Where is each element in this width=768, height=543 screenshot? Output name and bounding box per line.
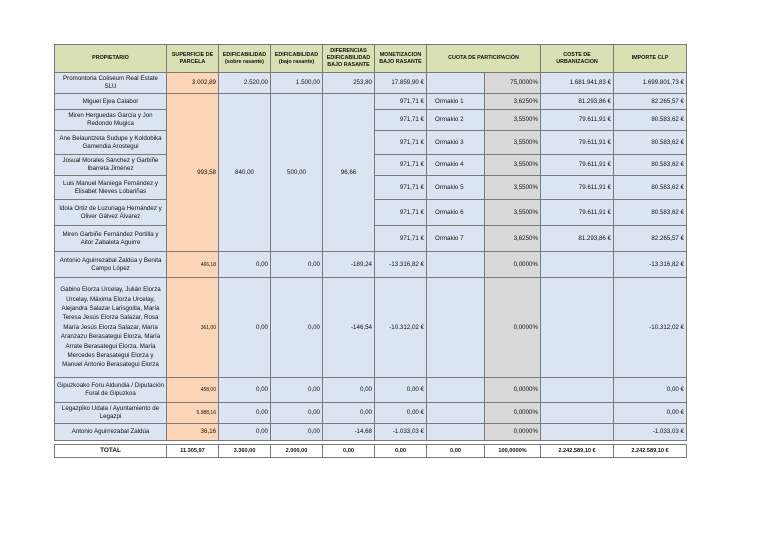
cell-edif-sobre: 0,00	[219, 424, 271, 441]
header-importe: IMPORTE CLP	[614, 45, 687, 73]
cell-cuota: 3,5500%	[485, 200, 541, 226]
cell-cuota: 0,0000%	[485, 252, 541, 278]
cell-ormakio: Ormakio 6	[427, 200, 485, 226]
cell-propietario: Idoia Ortiz de Luzuriaga Hernández y Oliver Gálvez Álvarez	[55, 200, 167, 226]
cell-ormakio	[427, 424, 485, 441]
cell-importe: 80.583,62 €	[614, 200, 687, 226]
cell-diferencias: -189,24	[323, 252, 375, 278]
header-diferencias: DIFERENCIAS EDIFICABILIDAD BAJO RASANTE	[323, 45, 375, 73]
cell-propietario: Antonio Aguirrezabal Zaldúa y Benita Campo López	[55, 252, 167, 278]
cell-propietario: Antonio Aguirrezabal Zaldúa	[55, 424, 167, 441]
total-coste: 2.242.589,10 €	[541, 445, 614, 458]
cell-edif-sobre: 0,00	[219, 378, 271, 403]
total-diferencias: 0,00	[323, 445, 375, 458]
cell-coste: 1.681.941,83 €	[541, 73, 614, 94]
header-monetizacion: MONETIZACION BAJO RASANTE	[375, 45, 427, 73]
cell-coste: 81.293,86 €	[541, 94, 614, 110]
cell-importe: 0,00 €	[614, 403, 687, 424]
cell-edif-sobre: 0,00	[219, 252, 271, 278]
cell-propietario: Promontoria Coliseum Real Estate SLU	[55, 73, 167, 94]
cell-importe: -1.033,03 €	[614, 424, 687, 441]
cell-coste	[541, 378, 614, 403]
cell-propietario: Miren Herguedas García y Jon Redondo Mugica	[55, 110, 167, 131]
cell-coste	[541, 424, 614, 441]
cell-monetizacion: 0,00 €	[375, 378, 427, 403]
header-row	[55, 45, 687, 73]
cell-ormakio: Ormakio 2	[427, 110, 485, 131]
cell-coste	[541, 403, 614, 424]
cell-importe: -13.316,82 €	[614, 252, 687, 278]
cell-ormakio: Ormakio 1	[427, 94, 485, 110]
cell-monetizacion: 971,71 €	[375, 155, 427, 176]
cell-diferencias: 0,00	[323, 378, 375, 403]
header-superficie: SUPERFICIE DE PARCELA	[167, 45, 219, 73]
cell-edif-sobre: 2.520,00	[219, 73, 271, 94]
cell-coste	[541, 252, 614, 278]
cell-diferencias: 96,66	[323, 94, 375, 252]
cell-coste: 79.611,91 €	[541, 155, 614, 176]
cell-superficie: 3.002,89	[167, 73, 219, 94]
cell-cuota: 0,0000%	[485, 424, 541, 441]
cell-superficie: 466,18	[167, 252, 219, 278]
cell-monetizacion: 971,71 €	[375, 176, 427, 200]
cell-ormakio	[427, 403, 485, 424]
cell-cuota: 3,6250%	[485, 226, 541, 252]
cell-importe: 80.583,62 €	[614, 131, 687, 155]
cell-cuota: 3,5500%	[485, 110, 541, 131]
cell-coste	[541, 278, 614, 378]
cell-superficie: 5.988,16	[167, 403, 219, 424]
cell-importe: 80.583,62 €	[614, 110, 687, 131]
total-label: TOTAL	[55, 445, 167, 458]
cell-cuota: 0,0000%	[485, 378, 541, 403]
cell-edif-sobre: 0,00	[219, 403, 271, 424]
cell-edif-bajo: 0,00	[271, 278, 323, 378]
cell-propietario: Miguel Ejea Calabor	[55, 94, 167, 110]
cell-superficie: 361,00	[167, 278, 219, 378]
cell-propietario: Legazpiko Udala / Ayuntamiento de Legazpi	[55, 403, 167, 424]
total-cuota: 100,0000%	[485, 445, 541, 458]
header-cuota: CUOTA DE PARTICIPACIÓN	[427, 45, 541, 73]
cell-superficie: 458,00	[167, 378, 219, 403]
cell-edif-bajo: 500,00	[271, 94, 323, 252]
header-edif-sobre: EDIFICABILIDAD (sobre rasante)	[219, 45, 271, 73]
participation-table	[54, 44, 687, 458]
total-importe: 2.242.589,10 €	[614, 445, 687, 458]
table-row	[55, 252, 687, 278]
cell-ormakio	[427, 73, 485, 94]
cell-ormakio: Ormakio 4	[427, 155, 485, 176]
cell-ormakio	[427, 252, 485, 278]
cell-cuota: 3,5500%	[485, 176, 541, 200]
cell-ormakio	[427, 378, 485, 403]
cell-diferencias: 253,80	[323, 73, 375, 94]
cell-propietario: Miren Garbiñe Fernández Portilla y Aitor Zabaleta Aguirre	[55, 226, 167, 252]
cell-diferencias: -146,54	[323, 278, 375, 378]
cell-monetizacion: 971,71 €	[375, 226, 427, 252]
cell-superficie: 36,16	[167, 424, 219, 441]
cell-edif-sobre: 840,00	[219, 94, 271, 252]
cell-importe: 82.265,57 €	[614, 226, 687, 252]
cell-monetizacion: -1.033,03 €	[375, 424, 427, 441]
cell-edif-bajo: 0,00	[271, 378, 323, 403]
header-coste: COSTE DE URBANIZACION	[541, 45, 614, 73]
cell-monetizacion: 971,71 €	[375, 131, 427, 155]
table-row	[55, 424, 687, 441]
cell-monetizacion: 971,71 €	[375, 110, 427, 131]
cell-importe: 82.265,57 €	[614, 94, 687, 110]
cell-edif-bajo: 1.500,00	[271, 73, 323, 94]
cell-monetizacion: -13.316,82 €	[375, 252, 427, 278]
cell-monetizacion: 0,00 €	[375, 403, 427, 424]
cell-propietario: Luis Manuel Maniega Fernández y Elisabet Nieves Lobariñas	[55, 176, 167, 200]
total-monetizacion: 0,00	[375, 445, 427, 458]
cell-propietario: Josual Morales Sánchez y Garbiñe Ibarreta Jiménez	[55, 155, 167, 176]
cell-superficie: 993,58	[167, 94, 219, 252]
cell-monetizacion: 971,71 €	[375, 200, 427, 226]
cell-monetizacion: 17.859,90 €	[375, 73, 427, 94]
total-superficie: 11.305,97	[167, 445, 219, 458]
cell-ormakio: Ormakio 3	[427, 131, 485, 155]
header-propietario: PROPIETARIO	[55, 45, 167, 73]
cell-monetizacion: 971,71 €	[375, 94, 427, 110]
cell-edif-bajo: 0,00	[271, 252, 323, 278]
cell-propietario: Gabino Elorza Urcelay, Julián Elorza Urcelay, Máxima Elorza Urcelay, Alejandra Salazar Larisgoitia, María Teresa Jesús Elorza Salazar, Rosa María Jesús Elorza Salazar, María Aranzazu Berasategui Elorza, María Arrate Berasategui Elorza, María Mercedes Berasategui Elorza y Manuel Antonio Berasategui Elorza	[55, 278, 167, 378]
cell-cuota: 3,6250%	[485, 94, 541, 110]
cell-coste: 79.611,91 €	[541, 110, 614, 131]
total-edif-sobre: 3.360,00	[219, 445, 271, 458]
cell-cuota: 0,0000%	[485, 278, 541, 378]
table-row	[55, 94, 687, 110]
cell-cuota: 3,5500%	[485, 155, 541, 176]
table-row	[55, 278, 687, 378]
cell-importe: 1.699.801,73 €	[614, 73, 687, 94]
cell-ormakio: Ormakio 7	[427, 226, 485, 252]
cell-coste: 79.611,91 €	[541, 200, 614, 226]
table-row	[55, 403, 687, 424]
cell-coste: 79.611,91 €	[541, 131, 614, 155]
cell-coste: 81.293,86 €	[541, 226, 614, 252]
cell-ormakio	[427, 278, 485, 378]
total-row	[55, 445, 687, 458]
total-edif-bajo: 2.000,00	[271, 445, 323, 458]
cell-importe: -10.312,02 €	[614, 278, 687, 378]
cell-edif-bajo: 0,00	[271, 403, 323, 424]
cell-cuota: 3,5500%	[485, 131, 541, 155]
cell-propietario: Ane Belauntzeta Sudupe y Koldobika Gamendia Arostegui	[55, 131, 167, 155]
cell-importe: 80.583,62 €	[614, 155, 687, 176]
cell-propietario: Gipuzkoako Foru Aldundia / Diputación Foral de Gipuzkoa	[55, 378, 167, 403]
cell-importe: 0,00 €	[614, 378, 687, 403]
total-ormakio: 0,00	[427, 445, 485, 458]
cell-monetizacion: -10.312,02 €	[375, 278, 427, 378]
cell-edif-bajo: 0,00	[271, 424, 323, 441]
cell-cuota: 0,0000%	[485, 403, 541, 424]
table-row	[55, 378, 687, 403]
cell-cuota: 75,0000%	[485, 73, 541, 94]
cell-edif-sobre: 0,00	[219, 278, 271, 378]
cell-diferencias: 0,00	[323, 403, 375, 424]
cell-coste: 79.611,91 €	[541, 176, 614, 200]
cell-importe: 80.583,62 €	[614, 176, 687, 200]
cell-diferencias: -14,68	[323, 424, 375, 441]
cell-ormakio: Ormakio 5	[427, 176, 485, 200]
header-edif-bajo: EDIFICABILIDAD (bajo rasante)	[271, 45, 323, 73]
table-row	[55, 73, 687, 94]
